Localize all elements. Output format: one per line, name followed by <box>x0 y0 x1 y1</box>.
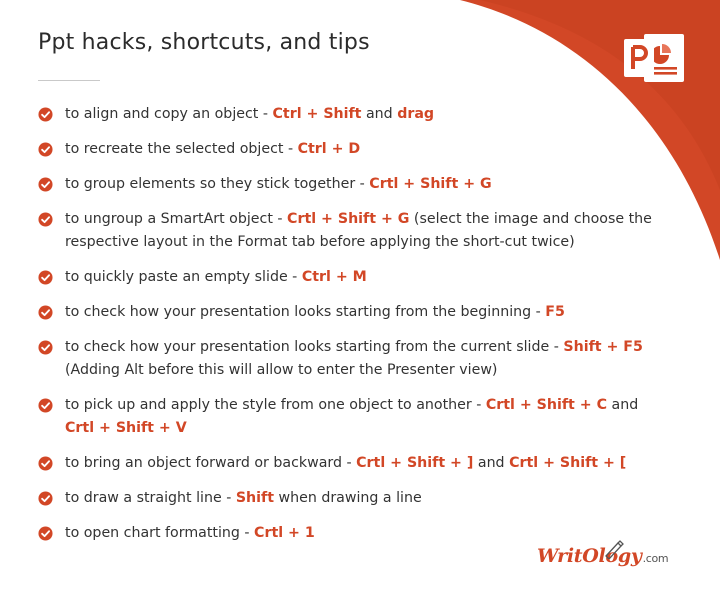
shortcut-key: Crtl + 1 <box>254 525 315 541</box>
tip-description: to check how your presentation looks starting from the current slide - <box>65 339 564 355</box>
tip-description: to bring an object forward or backward - <box>65 455 357 471</box>
shortcut-key: F5 <box>545 304 565 320</box>
shortcut-key: Crtl + Shift + [ <box>509 455 627 471</box>
tip-description: to ungroup a SmartArt object - <box>65 211 288 227</box>
tip-text <box>65 522 658 545</box>
tip-item <box>38 336 658 382</box>
powerpoint-logo-icon <box>622 30 688 86</box>
shortcut-key: Crtl + Shift + G <box>369 176 492 192</box>
tip-description: (Adding Alt before this will allow to enter the Presenter view) <box>65 362 498 378</box>
tip-description: to align and copy an object - <box>65 106 273 122</box>
check-circle-icon <box>38 526 53 541</box>
tip-text <box>65 173 658 196</box>
tip-text <box>65 266 658 289</box>
tip-item <box>38 394 658 440</box>
tip-description: to open chart formatting - <box>65 525 255 541</box>
tip-item <box>38 522 658 545</box>
tip-item <box>38 138 658 161</box>
tip-item <box>38 208 658 254</box>
check-circle-icon <box>38 305 53 320</box>
pen-icon <box>603 539 625 559</box>
shortcut-key: Crtl + Shift + C <box>485 397 607 413</box>
shortcut-key: Ctrl + Shift <box>272 106 362 122</box>
tip-text <box>65 394 658 440</box>
check-circle-icon <box>38 491 53 506</box>
tip-item <box>38 452 658 475</box>
tip-text <box>65 103 658 126</box>
check-circle-icon <box>38 142 53 157</box>
check-circle-icon <box>38 456 53 471</box>
brand-suffix: .com <box>642 552 669 565</box>
shortcut-key: Shift + F5 <box>563 339 643 355</box>
page-title: Ppt hacks, shortcuts, and tips <box>38 30 370 55</box>
check-circle-icon <box>38 212 53 227</box>
tip-description: when drawing a line <box>273 490 422 506</box>
shortcut-key: Crtl + Shift + ] <box>356 455 474 471</box>
tip-item <box>38 103 658 126</box>
check-circle-icon <box>38 398 53 413</box>
tips-list <box>38 103 658 557</box>
tip-item <box>38 301 658 324</box>
shortcut-key: Crtl + Shift + V <box>65 420 187 436</box>
tip-description: and <box>361 106 398 122</box>
tip-description: to pick up and apply the style from one object to another - <box>65 397 486 413</box>
tip-item <box>38 173 658 196</box>
shortcut-key: Ctrl + M <box>301 269 367 285</box>
tip-description: and <box>607 397 639 413</box>
tip-text <box>65 336 658 382</box>
shortcut-key: Ctrl + D <box>297 141 361 157</box>
tip-description: to draw a straight line - <box>65 490 236 506</box>
tip-item <box>38 487 658 510</box>
tip-description: to check how your presentation looks starting from the beginning - <box>65 304 546 320</box>
check-circle-icon <box>38 177 53 192</box>
tip-description: to quickly paste an empty slide - <box>65 269 302 285</box>
tip-text <box>65 301 658 324</box>
title-divider <box>38 80 100 81</box>
check-circle-icon <box>38 270 53 285</box>
tip-text <box>65 487 658 510</box>
tip-text <box>65 138 658 161</box>
tip-description: to recreate the selected object - <box>65 141 298 157</box>
brand-name: WritOlogy <box>537 545 642 567</box>
tip-text <box>65 452 658 475</box>
tip-description: and <box>473 455 510 471</box>
check-circle-icon <box>38 340 53 355</box>
check-circle-icon <box>38 107 53 122</box>
tip-text <box>65 208 658 254</box>
tip-item <box>38 266 658 289</box>
shortcut-key: Shift <box>235 490 274 506</box>
tip-description: to group elements so they stick together - <box>65 176 370 192</box>
tip-description: (select the image and choose the respective layout in the Format tab before applying the short-cut twice) <box>65 211 652 250</box>
shortcut-key: drag <box>397 106 435 122</box>
shortcut-key: Crtl + Shift + G <box>287 211 410 227</box>
brand-logo <box>537 545 668 577</box>
